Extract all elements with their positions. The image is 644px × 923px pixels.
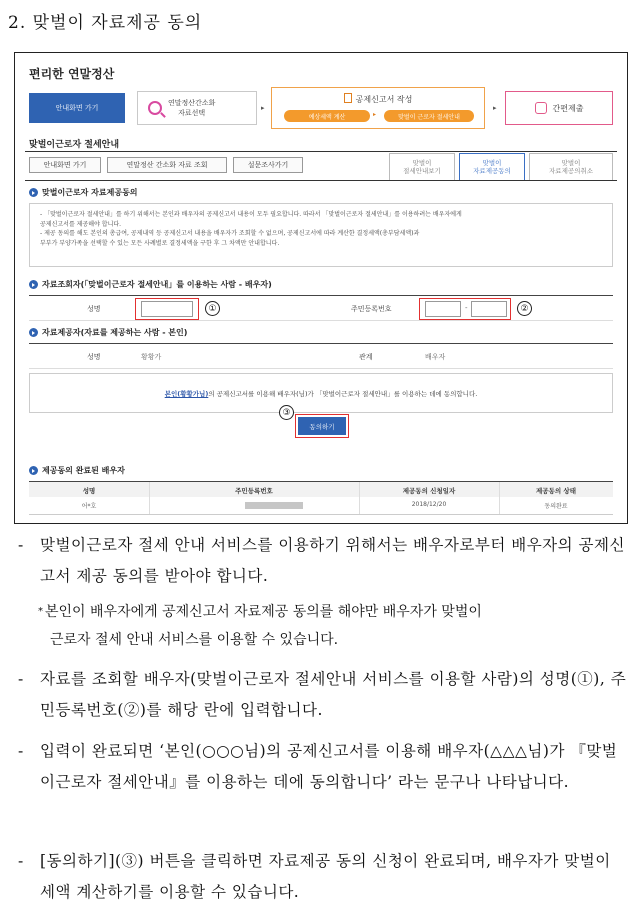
chevron-right-icon: ▸ [261, 104, 265, 112]
tab-survey[interactable]: 설문조사가기 [233, 157, 303, 173]
bullet-icon [29, 188, 38, 197]
chevron-right-icon: ▸ [373, 111, 377, 118]
tab-consent-cancel[interactable]: 맞벌이 자료제공의취소 [529, 153, 613, 181]
divider [25, 180, 617, 181]
pill-dual-income-guide[interactable]: 맞벌이 근로자 절세안내 [384, 110, 474, 122]
subsection-viewer: 자료조회자(「맞벌이근로자 절세안내」를 이용하는 사람 - 배우자) [29, 279, 272, 290]
tab-simplified-lookup[interactable]: 연말정산 간소화 자료 조회 [107, 157, 227, 173]
divider [25, 151, 617, 152]
app-title: 편리한 연말정산 [29, 67, 115, 81]
page-title: 맞벌이근로자 절세안내 [29, 140, 120, 150]
spouse-rrn-back-input[interactable] [471, 301, 507, 317]
table-row: 어*호 2018/12/20 동의완료 [29, 497, 613, 515]
screenshot-frame [14, 52, 628, 524]
paragraph-4: - [동의하기](③) 버튼을 클릭하면 자료제공 동의 신청이 완료되며, 배우자가 맞벌이 세액 계산하기를 이용할 수 있습니다. [18, 852, 611, 901]
viewer-row: 성명 ① 주민등록번호 - ② [29, 295, 613, 321]
step-simple-submit[interactable] [505, 91, 613, 125]
provider-link[interactable]: 본인(황황가님) [164, 389, 209, 398]
step-simplified-data[interactable] [137, 91, 257, 125]
hand-icon [535, 102, 547, 114]
bullet-icon [29, 280, 38, 289]
tab-data-consent[interactable]: 맞벌이 자료제공동의 [459, 153, 525, 181]
chevron-right-icon: ▸ [493, 104, 497, 112]
step1-line1: 연말정산간소화 [168, 99, 216, 107]
agree-button[interactable]: 동의하기 [298, 417, 346, 435]
subsection-provider: 자료제공자(자료를 제공하는 사람 - 본인) [29, 327, 187, 338]
paragraph-1: - 맞벌이근로자 절세 안내 서비스를 이용하기 위해서는 배우자로부터 배우자의 공제신고서 제공 동의를 받아야 합니다. [18, 536, 625, 585]
step1-line2: 자료선택 [178, 109, 206, 117]
provider-name: 황황가 [141, 353, 162, 361]
consent-statement: 본인(황황가님) 의 공제신고서를 이용해 배우자(님)가 「맞벌이근로자 절세안내」를 이용하는 데에 동의합니다. [29, 373, 613, 413]
subsection-completed: 제공동의 완료된 배우자 [29, 465, 125, 476]
marker-2: ② [517, 301, 532, 316]
relation-value: 배우자 [425, 353, 446, 361]
subsection-consent: 맞벌이근로자 자료제공동의 [29, 187, 138, 198]
guide-button[interactable]: 안내화면 가기 [29, 93, 125, 123]
masked-rrn [245, 502, 303, 509]
marker-3: ③ [279, 405, 294, 420]
spouse-name-input[interactable] [141, 301, 193, 317]
tab-guide[interactable]: 안내화면 가기 [29, 157, 101, 173]
table-header: 성명 주민등록번호 제공동의 신청일자 제공동의 상태 [29, 481, 613, 497]
step3-label: 간편제출 [552, 103, 584, 113]
tab-saving-guide[interactable]: 맞벌이 절세안내보기 [389, 153, 455, 181]
pill-estimated-tax[interactable]: 예상세액 계산 [284, 110, 370, 122]
step2-title: 공제신고서 작성 [355, 95, 413, 104]
provider-row: 성명 황황가 관계 배우자 [29, 343, 613, 369]
paragraph-3: - 입력이 완료되면 ‘본인(○○○님)의 공제신고서를 이용해 배우자(△△△님)가 『맞벌이근로자 절세안내』를 이용하는 데에 동의합니다’ 라는 문구나 나타납니다. [18, 742, 618, 791]
step-deduction-form[interactable] [271, 87, 485, 129]
paragraph-2: - 자료를 조회할 배우자(맞벌이근로자 절세안내 서비스를 이용할 사람)의 성명(①), 주민등록번호(②)를 해당 란에 입력합니다. [18, 670, 627, 719]
section-heading: 2. 맞벌이 자료제공 동의 [8, 13, 203, 33]
marker-1: ① [205, 301, 220, 316]
notice-box: - 「맞벌이근로자 절세안내」를 하기 위해서는 본인과 배우자의 공제신고서 내용이 모두 필요합니다. 따라서 「맞벌이근로자 절세안내」를 이용하려는 배우자에게 공제신고서를 제공해야 합니다. - 제공 동의를 해도 본인의 총급여, 공제내역 등 공제신고서 내용을 배우자가 조회할 수 없으며, 공제신고서에 따라 계산한 결정세액(총부담세액)과 부부가 부양가족을 선택할 수 있는 모든 사례별로 결정세액을 구한 후 그 차액만 안내합니다. [29, 203, 613, 267]
bullet-icon [29, 328, 38, 337]
document-icon [344, 93, 352, 103]
note: * 본인이 배우자에게 공제신고서 자료제공 동의를 해야만 배우자가 맞벌이 근로자 절세 안내 서비스를 이용할 수 있습니다. [38, 604, 482, 648]
bullet-icon [29, 466, 38, 475]
search-icon [148, 101, 162, 115]
spouse-rrn-front-input[interactable] [425, 301, 461, 317]
